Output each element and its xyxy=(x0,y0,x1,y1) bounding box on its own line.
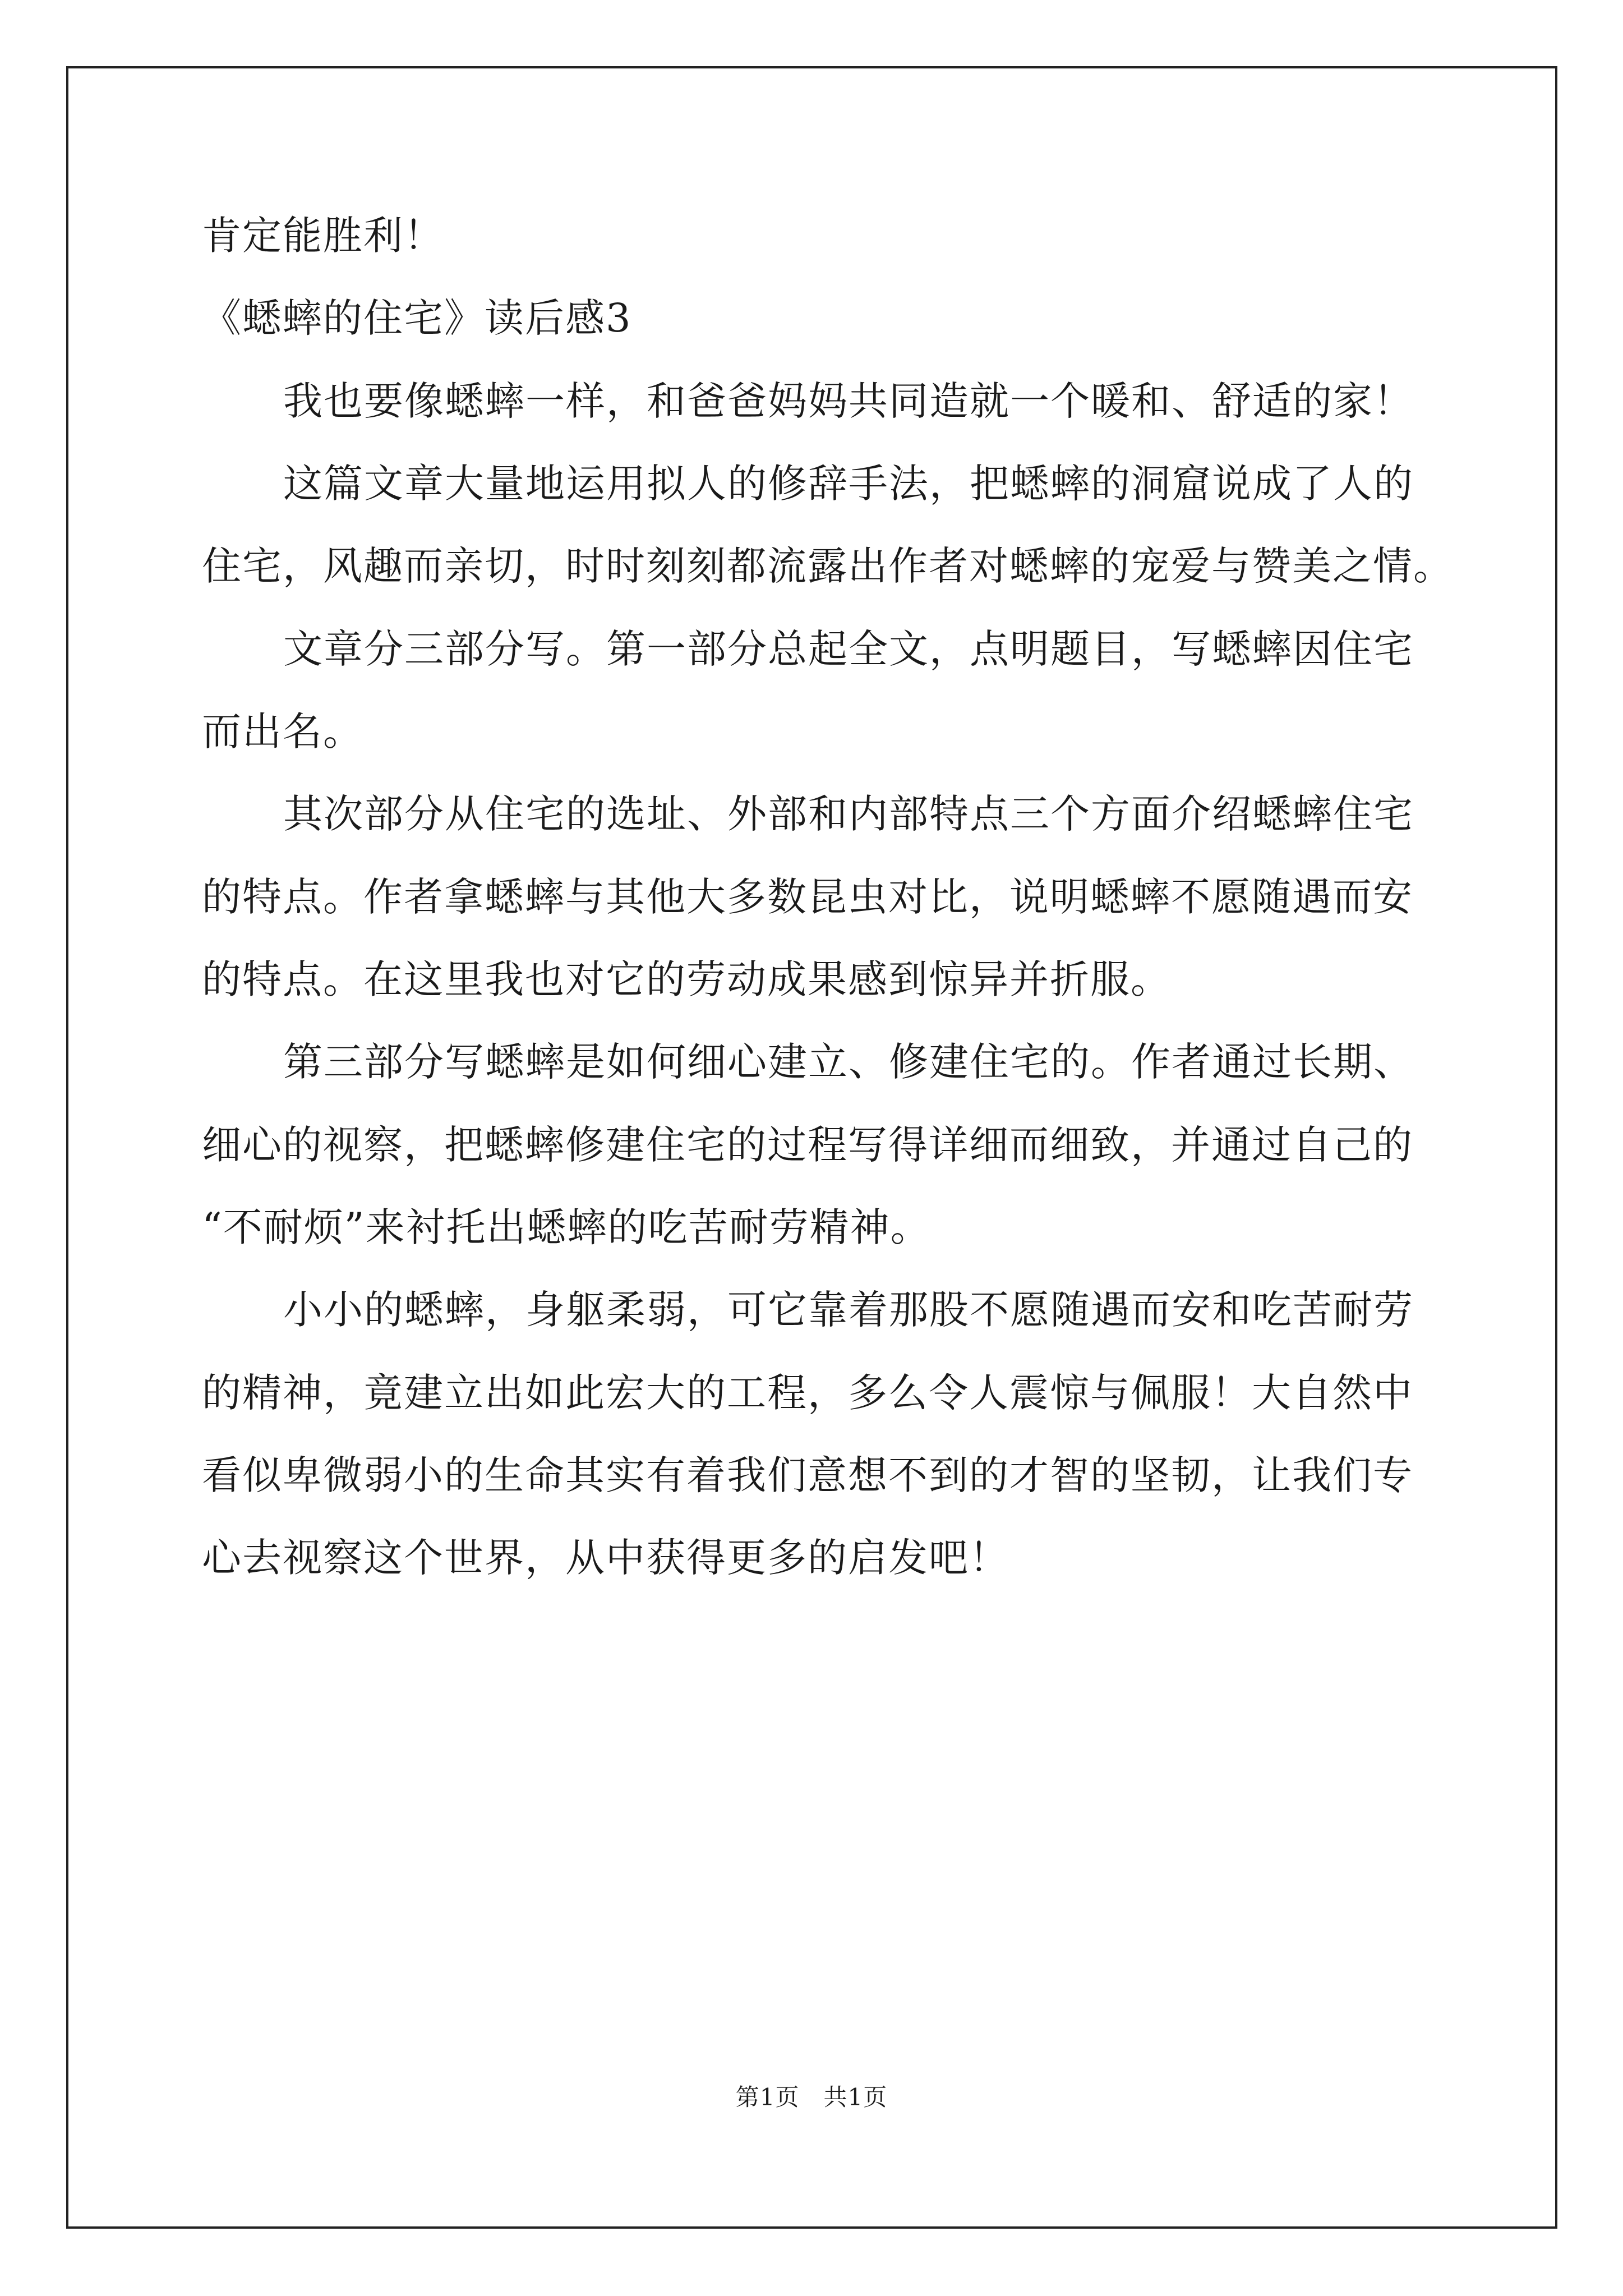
page-number-footer: 第1页 共1页 xyxy=(735,2083,888,2111)
paragraph-line: 细心的视察，把蟋蟀修建住宅的过程写得详细而细致，并通过自己的 xyxy=(202,1122,1413,1168)
paragraph-line: “不耐烦”来衬托出蟋蟀的吃苦耐劳精神。 xyxy=(202,1204,931,1250)
paragraph-line: 文章分三部分写。第一部分总起全文，点明题目，写蟋蟀因住宅 xyxy=(283,626,1414,672)
paragraph-line: 小小的蟋蟀，身躯柔弱，可它靠着那股不愿随遇而安和吃苦耐劳 xyxy=(283,1287,1414,1333)
paragraph-line: 住宅，风趣而亲切，时时刻刻都流露出作者对蟋蟀的宠爱与赞美之情。 xyxy=(202,543,1454,589)
text-line: 肯定能胜利！ xyxy=(202,213,444,259)
paragraph-line: 而出名。 xyxy=(202,708,363,754)
paragraph-line: 的精神，竟建立出如此宏大的工程，多么令人震惊与佩服！大自然中 xyxy=(202,1370,1413,1416)
paragraph-line: 的特点。作者拿蟋蟀与其他大多数昆虫对比，说明蟋蟀不愿随遇而安 xyxy=(202,874,1413,920)
paragraph-line: 的特点。在这里我也对它的劳动成果感到惊异并折服。 xyxy=(202,956,1171,1002)
paragraph-line: 第三部分写蟋蟀是如何细心建立、修建住宅的。作者通过长期、 xyxy=(283,1039,1414,1085)
section-heading: 《蟋蟀的住宅》读后感3 xyxy=(202,295,632,341)
paragraph-line: 其次部分从住宅的选址、外部和内部特点三个方面介绍蟋蟀住宅 xyxy=(283,791,1414,837)
paragraph-line: 这篇文章大量地运用拟人的修辞手法，把蟋蟀的洞窟说成了人的 xyxy=(283,461,1414,507)
paragraph-line: 我也要像蟋蟀一样，和爸爸妈妈共同造就一个暖和、舒适的家！ xyxy=(283,378,1414,424)
paragraph-line: 看似卑微弱小的生命其实有着我们意想不到的才智的坚韧，让我们专 xyxy=(202,1452,1413,1498)
paragraph-line: 心去视察这个世界，从中获得更多的启发吧！ xyxy=(202,1535,1009,1581)
